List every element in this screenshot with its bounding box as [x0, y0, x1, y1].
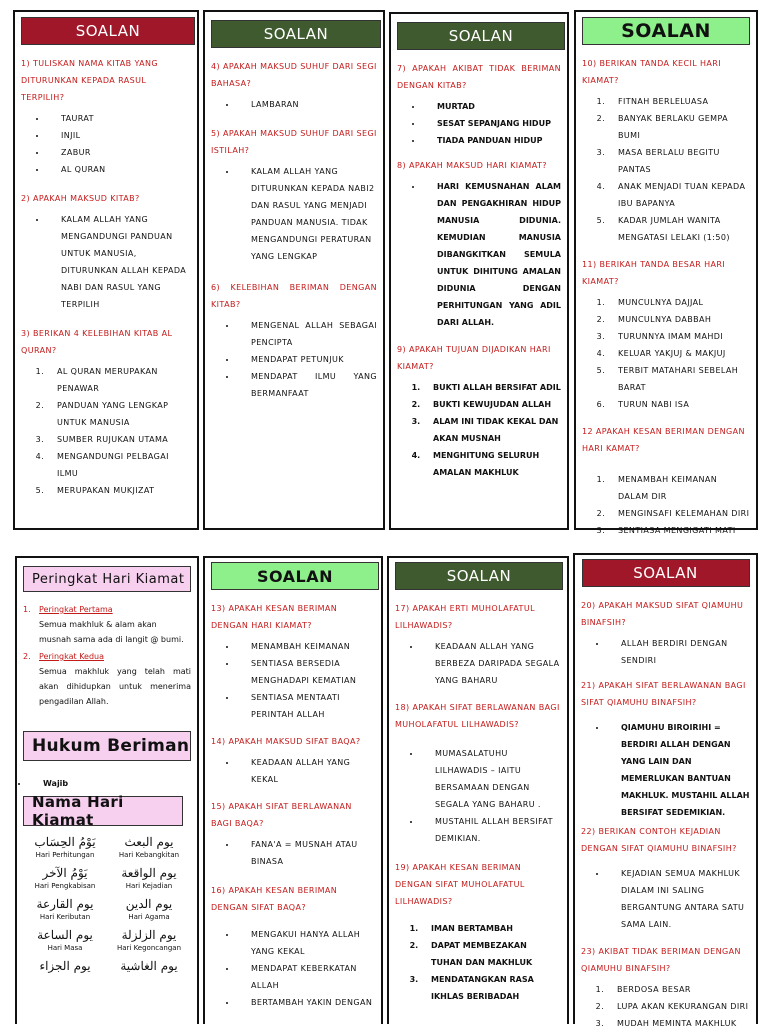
name-grid	[23, 834, 191, 974]
stage-text: Semua makhluk yang telah mati akan dihidupkan untuk menerima pengadilan Allah.	[39, 667, 191, 706]
card-2	[203, 10, 385, 530]
list-item: 2. DAPAT MEMBEZAKAN TUHAN DAN MAKHLUK	[421, 937, 561, 971]
answer-list	[415, 638, 561, 689]
card-4	[574, 10, 758, 535]
list-item: 2. BANYAK BERLAKU GEMPA BUMI	[608, 110, 750, 144]
stage-label: Peringkat Pertama	[39, 605, 113, 614]
list-item: 3. MUDAH MEMINTA MAKHLUK	[607, 1015, 750, 1032]
list-item: • KEADAAN ALLAH YANG KEKAL	[237, 754, 375, 788]
answer-list	[417, 98, 561, 149]
answer-list	[405, 379, 561, 481]
question: 20) APAKAH MAKSUD SIFAT QIAMUHU BINAFSIH?	[581, 601, 744, 627]
name-item: يَوْمُ الحِسَاب Hari Perhitungan	[34, 835, 96, 859]
question: 16) APAKAH KESAN BERIMAN DENGAN SIFAT BAQA?	[211, 886, 338, 912]
list-item: 3. SUMBER RUJUKAN UTAMA	[47, 431, 191, 448]
list-item: • MENDAPAT ILMU YANG BERMANFAAT	[237, 368, 377, 402]
list-item: 1. BERDOSA BESAR	[607, 981, 750, 998]
question: 15) APAKAH SIFAT BERLAWANAN BAGI BAQA?	[211, 802, 352, 828]
answer-list	[601, 865, 750, 933]
question: 17) APAKAH ERTI MUHOLAFATUL LILHAWADIS?	[395, 604, 535, 630]
list-item: 3. MASA BERLALU BEGITU PANTAS	[608, 144, 750, 178]
card-6	[203, 556, 383, 1024]
card-7	[387, 556, 569, 1024]
answer-list	[417, 178, 561, 331]
name-item: يوم الغاشية	[120, 959, 178, 973]
list-item: • MENDAPAT PETUNJUK	[237, 351, 377, 368]
list-item: • MENDAPAT KEBERKATAN ALLAH	[237, 960, 375, 994]
question: 14) APAKAH MAKSUD SIFAT BAQA?	[211, 737, 361, 746]
question: 3) BERIKAN 4 KELEBIHAN KITAB AL QURAN?	[21, 329, 173, 355]
list-item: • FANA'A = MUSNAH ATAU BINASA	[237, 836, 375, 870]
list-item: • MUMASALATUHU LILHAWADIS – IAITU BERSAMAAN DENGAN SEGALA YANG BAHARU .	[421, 745, 561, 813]
stage-label: Peringkat Kedua	[39, 652, 105, 661]
card-header: SOALAN	[582, 559, 750, 587]
list-item: • QIAMUHU BIROIRIHI = BERDIRI ALLAH DENGAN YANG LAIN DAN MEMERLUKAN BANTUAN MAKHLUK. MUSTAHIL ALLAH BERSIFAT SEDEMIKIAN.	[607, 719, 750, 821]
answer-list	[231, 926, 375, 1011]
list-item: • SENTIASA MENTAATI PERINTAH ALLAH	[237, 689, 375, 723]
list-item: • TIADA PANDUAN HIDUP	[423, 132, 561, 149]
question: 1) TULISKAN NAMA KITAB YANG DITURUNKAN KEPADA RASUL TERPILIH?	[21, 59, 158, 102]
card-1	[13, 10, 199, 530]
question: 11) BERIKAH TANDA BESAR HARI KIAMAT?	[582, 260, 726, 286]
question: 6) KELEBIHAN BERIMAN DENGAN KITAB?	[211, 283, 377, 309]
question: 7) APAKAH AKIBAT TIDAK BERIMAN DENGAN KITAB?	[397, 64, 561, 90]
answer-list	[29, 363, 191, 499]
list-item: • LAMBARAN	[237, 96, 377, 113]
stage-1: 1. Peringkat Pertama Semua makhluk & alam akan musnah sama ada di langit @ bumi.	[23, 602, 191, 647]
list-item: • AL QURAN	[47, 161, 191, 178]
name-item: يَوْمُ الآخر Hari Pengkabisan	[34, 866, 96, 890]
list-item: 3. TURUNNYA IMAM MAHDI	[608, 328, 750, 345]
answer-list	[601, 719, 750, 821]
answer-list	[231, 836, 375, 870]
list-item: • BERTAMBAH YAKIN DENGAN	[237, 994, 375, 1011]
card-header: SOALAN	[21, 17, 195, 45]
question: 22) BERIKAN CONTOH KEJADIAN DENGAN SIFAT QIAMUHU BINAFSIH?	[581, 827, 737, 853]
list-item: • KALAM ALLAH YANG MENGANDUNGI PANDUAN UNTUK MANUSIA, DITURUNKAN ALLAH KEPADA NABI DAN RASUL YANG TERPILIH	[47, 211, 191, 313]
name-item: يوم الزلزلة Hari Kegoncangan	[116, 928, 182, 952]
name-item: يوم الساعة Hari Masa	[37, 928, 93, 952]
list-item: 2. LUPA AKAN KEKURANGAN DIRI	[607, 998, 750, 1015]
card-8	[573, 553, 758, 1028]
list-item: • SESAT SEPANJANG HIDUP	[423, 115, 561, 132]
question: 13) APAKAH KESAN BERIMAN DENGAN HARI KIAMAT?	[211, 604, 338, 630]
question: 9) APAKAH TUJUAN DIJADIKAN HARI KIAMAT?	[397, 345, 551, 371]
answer-list	[41, 110, 191, 178]
nama-title: Nama Hari Kiamat	[23, 796, 183, 826]
card-header: SOALAN	[395, 562, 563, 590]
question: 8) APAKAH MAKSUD HARI KIAMAT?	[397, 161, 547, 170]
list-item: • MUSTAHIL ALLAH BERSIFAT DEMIKIAN.	[421, 813, 561, 847]
list-item: 1. BUKTI ALLAH BERSIFAT ADIL	[423, 379, 561, 396]
stage-2: 2. Peringkat Kedua Semua makhluk yang telah mati akan dihidupkan untuk menerima pengadilan Allah.	[23, 649, 191, 709]
name-item: يوم الواقعة Hari Kejadian	[121, 866, 177, 890]
list-item: • INJIL	[47, 127, 191, 144]
question: 18) APAKAH SIFAT BERLAWANAN BAGI MUHOLAFATUL LILHAWADIS?	[395, 703, 560, 729]
list-item: 1. MENAMBAH KEIMANAN DALAM DIR	[608, 471, 750, 505]
answer-list	[231, 96, 377, 113]
list-item: • HARI KEMUSNAHAN ALAM DAN PENGAKHIRAN HIDUP MANUSIA DIDUNIA. KEMUDIAN MANUSIA DIBANGKITKAN SEMULA UNTUK DIHITUNG AMALAN DIDUNIA DENGAN PERHITUNGAN YANG ADIL DARI ALLAH.	[423, 178, 561, 331]
answer-list	[590, 471, 750, 539]
list-item: 4. KELUAR YAKJUJ & MAKJUJ	[608, 345, 750, 362]
list-item: • TAURAT	[47, 110, 191, 127]
list-item: 1. IMAN BERTAMBAH	[421, 920, 561, 937]
list-item: • MENGENAL ALLAH SEBAGAI PENCIPTA	[237, 317, 377, 351]
card-3	[389, 12, 569, 530]
list-item: 6. TURUN NABI ISA	[608, 396, 750, 413]
list-item: • Wajib	[29, 775, 191, 792]
list-item: 3. MENDATANGKAN RASA IKHLAS BERIBADAH	[421, 971, 561, 1005]
answer-list	[403, 920, 561, 1005]
answer-list	[231, 163, 377, 265]
name-item: يوم الدين Hari Agama	[125, 897, 173, 921]
list-item: • MENAMBAH KEIMANAN	[237, 638, 375, 655]
name-item: يوم البعث Hari Kebangkitan	[118, 835, 180, 859]
card-header: SOALAN	[582, 17, 750, 45]
list-item: 4. MENGANDUNGI PELBAGAI ILMU	[47, 448, 191, 482]
list-item: • MENGAKUI HANYA ALLAH YANG KEKAL	[237, 926, 375, 960]
card-header: SOALAN	[211, 20, 381, 48]
question: 23) AKIBAT TIDAK BERIMAN DENGAN QIAMUHU BINAFSIH?	[581, 947, 741, 973]
list-item: 2. BUKTI KEWUJUDAN ALLAH	[423, 396, 561, 413]
list-item: 1. AL QURAN MERUPAKAN PENAWAR	[47, 363, 191, 397]
answer-list	[231, 317, 377, 402]
question: 12 APAKAH KESAN BERIMAN DENGAN HARI KAMAT?	[582, 427, 745, 453]
answer-list	[231, 754, 375, 788]
answer-list	[415, 745, 561, 847]
answer-list	[589, 981, 750, 1032]
card-header: SOALAN	[397, 22, 565, 50]
list-item: • KALAM ALLAH YANG DITURUNKAN KEPADA NABI2 DAN RASUL YANG MENJADI PANDUAN MANUSIA. TIDAK MENGANDUNGI PERATURAN YANG LENGKAP	[237, 163, 377, 265]
question: 4) APAKAH MAKSUD SUHUF DARI SEGI BAHASA?	[211, 62, 377, 88]
list-item: • ZABUR	[47, 144, 191, 161]
card-header: Peringkat Hari Kiamat	[23, 566, 191, 592]
list-item: • ALLAH BERDIRI DENGAN SENDIRI	[607, 635, 750, 669]
name-item: يوم القارعة Hari Keributan	[36, 897, 94, 921]
answer-list	[590, 294, 750, 413]
list-item: 5. TERBIT MATAHARI SEBELAH BARAT	[608, 362, 750, 396]
answer-list	[41, 211, 191, 313]
list-item: 1. MUNCULNYA DAJJAL	[608, 294, 750, 311]
stage-text: Semua makhluk & alam akan musnah sama ada di langit @ bumi.	[39, 620, 184, 644]
question: 5) APAKAH MAKSUD SUHUF DARI SEGI ISTILAH?	[211, 129, 377, 155]
answer-list	[601, 635, 750, 669]
answer-list	[590, 93, 750, 246]
list-item: 4. MENGHITUNG SELURUH AMALAN MAKHLUK	[423, 447, 561, 481]
list-item: 4. ANAK MENJADI TUAN KEPADA IBU BAPANYA	[608, 178, 750, 212]
list-item: 5. MERUPAKAN MUKJIZAT	[47, 482, 191, 499]
list-item: 5. KADAR JUMLAH WANITA MENGATASI LELAKI (1:50)	[608, 212, 750, 246]
name-item: يوم الجزاء	[39, 959, 91, 973]
list-item: 2. MUNCULNYA DABBAH	[608, 311, 750, 328]
answer-list	[23, 775, 191, 792]
list-item: 2. MENGINSAFI KELEMAHAN DIRI	[608, 505, 750, 522]
question: 2) APAKAH MAKSUD KITAB?	[21, 194, 140, 203]
question: 19) APAKAH KESAN BERIMAN DENGAN SIFAT MUHOLAFATUL LILHAWADIS?	[395, 863, 525, 906]
list-item: • KEJADIAN SEMUA MAKHLUK DIALAM INI SALING BERGANTUNG ANTARA SATU SAMA LAIN.	[607, 865, 750, 933]
list-item: 1. FITNAH BERLELUASA	[608, 93, 750, 110]
question: 21) APAKAH SIFAT BERLAWANAN BAGI SIFAT QIAMUHU BINAFSIH?	[581, 681, 746, 707]
list-item: 2. PANDUAN YANG LENGKAP UNTUK MANUSIA	[47, 397, 191, 431]
answer-list	[231, 638, 375, 723]
card-header: SOALAN	[211, 562, 379, 590]
list-item: 3. ALAM INI TIDAK KEKAL DAN AKAN MUSNAH	[423, 413, 561, 447]
list-item: 3. SENTIASA MENGIGATI MATI	[608, 522, 750, 539]
question: 10) BERIKAN TANDA KECIL HARI KIAMAT?	[582, 59, 722, 85]
list-item: • KEADAAN ALLAH YANG BERBEZA DARIPADA SEGALA YANG BAHARU	[421, 638, 561, 689]
hukum-title: Hukum Beriman	[23, 731, 191, 761]
list-item: • MURTAD	[423, 98, 561, 115]
list-item: • SENTIASA BERSEDIA MENGHADAPI KEMATIAN	[237, 655, 375, 689]
card-5	[15, 556, 199, 1024]
